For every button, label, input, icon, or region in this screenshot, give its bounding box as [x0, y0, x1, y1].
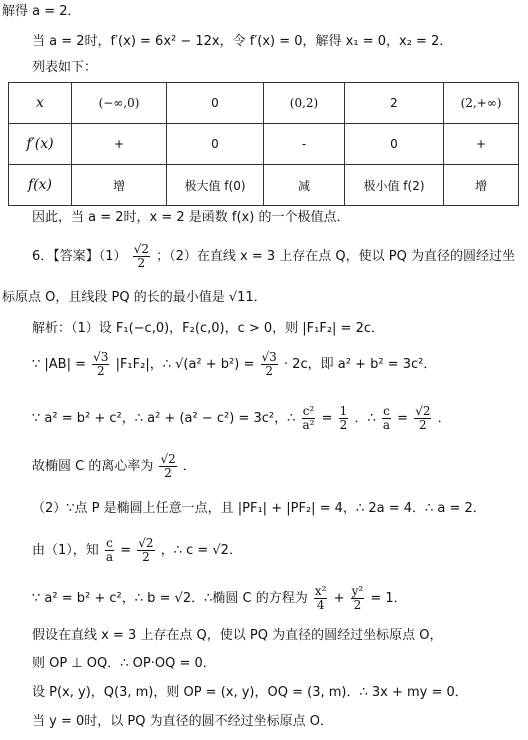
line-9: ∵ a² = b² + c²，∴ a² + (a² − c²) = 3c²，∴ $\frac{\text{c²}}{\text{a²}}$ = $\frac{1}{2}$ ．∴ $\frac{c}{a}$ = $\frac{√2}{2}$ ．	[32, 404, 451, 432]
table-cell: f(x)	[9, 165, 72, 206]
table-cell: (−∞,0)	[72, 83, 167, 124]
answer-label: 6．【答案】（1）	[32, 249, 127, 264]
line-7: 解析：（1）设 F₁(−c,0)，F₂(c,0)，c > 0，则 |F₁F₂| = 2c．	[32, 321, 384, 336]
table-cell: 增	[72, 165, 167, 206]
table-row	[9, 83, 519, 124]
fraction: $\frac{√2}{2}$	[133, 242, 149, 270]
fraction: $\frac{1}{2}$	[339, 404, 348, 432]
table-cell: +	[444, 124, 519, 165]
fraction: $\frac{√2}{2}$	[138, 536, 154, 564]
line-10: 故椭圆 C 的离心率为 $\frac{√2}{2}$ ．	[32, 452, 196, 480]
fraction: $\frac{√3}{2}$	[261, 350, 277, 378]
table-row	[9, 124, 519, 165]
table-cell: x	[9, 83, 72, 124]
table-cell: (2,+∞)	[444, 83, 519, 124]
table-cell: 极小值 f(2)	[345, 165, 444, 206]
fraction: $\frac{c}{a}$	[382, 404, 391, 432]
table-cell: 2	[345, 83, 444, 124]
fraction: $\frac{\text{c²}}{\text{a²}}$	[302, 404, 315, 432]
fraction: $\frac{√3}{2}$	[93, 350, 109, 378]
line-5	[32, 240, 515, 274]
table-cell: 减	[264, 165, 345, 206]
fraction: $\frac{\text{x²}}{4}$	[314, 584, 327, 612]
fraction: $\frac{√2}{2}$	[415, 404, 431, 432]
table-row	[9, 165, 519, 206]
table-cell: 0	[345, 124, 444, 165]
fraction: $\frac{\text{y²}}{2}$	[351, 584, 364, 612]
line-8: ∵ |AB| = $\frac{√3}{2}$ |F₁F₂|，∴ √(a² + b²) = $\frac{√3}{2}$ · 2c，即 a² + b² = 3c²．	[32, 350, 437, 378]
table-cell: 增	[444, 165, 519, 206]
sign-table	[8, 82, 519, 206]
line-4: 因此，当 a = 2时，x = 2 是函数 f(x) 的一个极值点．	[32, 210, 350, 225]
line-12: 由（1），知 $\frac{c}{a}$ = $\frac{√2}{2}$ ，∴ c = √2．	[32, 536, 242, 564]
fraction: $\frac{c}{a}$	[105, 536, 114, 564]
line-2: 当 a = 2时，f′(x) = 6x² − 12x，令 f′(x) = 0，解得 x₁ = 0，x₂ = 2．	[32, 34, 453, 49]
line-6: 标原点 O，且线段 PQ 的长的最小值是 √11．	[2, 290, 267, 305]
table-cell: -	[264, 124, 345, 165]
table-cell: f′(x)	[9, 124, 72, 165]
line-11: （2）∵点 P 是椭圆上任意一点，且 |PF₁| + |PF₂| = 4，∴ 2a = 4．∴ a = 2．	[32, 501, 486, 516]
fraction: $\frac{√2}{2}$	[160, 452, 176, 480]
table-cell: 0	[167, 83, 264, 124]
answer-text: ；（2）在直线 x = 3 上存在点 Q，使以 PQ 为直径的圆经过坐	[156, 249, 515, 264]
table-cell: 极大值 f(0)	[167, 165, 264, 206]
table-cell: +	[72, 124, 167, 165]
table-cell: (0,2)	[264, 83, 345, 124]
table-cell: 0	[167, 124, 264, 165]
line-14: 假设在直线 x = 3 上存在点 Q，使以 PQ 为直径的圆经过坐标原点 O，	[32, 628, 443, 643]
line-3: 列表如下：	[32, 60, 98, 75]
line-15: 则 OP ⊥ OQ．∴ OP·OQ = 0．	[32, 656, 216, 671]
line-17: 当 y = 0时，以 PQ 为直径的圆不经过坐标原点 O．	[32, 714, 333, 729]
line-13: ∵ a² = b² + c²，∴ b = √2．∴椭圆 C 的方程为 $\frac{\text{x²}}{4}$ + $\frac{\text{y²}}{2}$ = 1．	[32, 584, 407, 612]
line-16: 设 P(x, y)，Q(3, m)，则 OP = (x, y)，OQ = (3, m)．∴ 3x + my = 0．	[32, 685, 468, 700]
line-1: 解得 a = 2．	[2, 4, 81, 19]
